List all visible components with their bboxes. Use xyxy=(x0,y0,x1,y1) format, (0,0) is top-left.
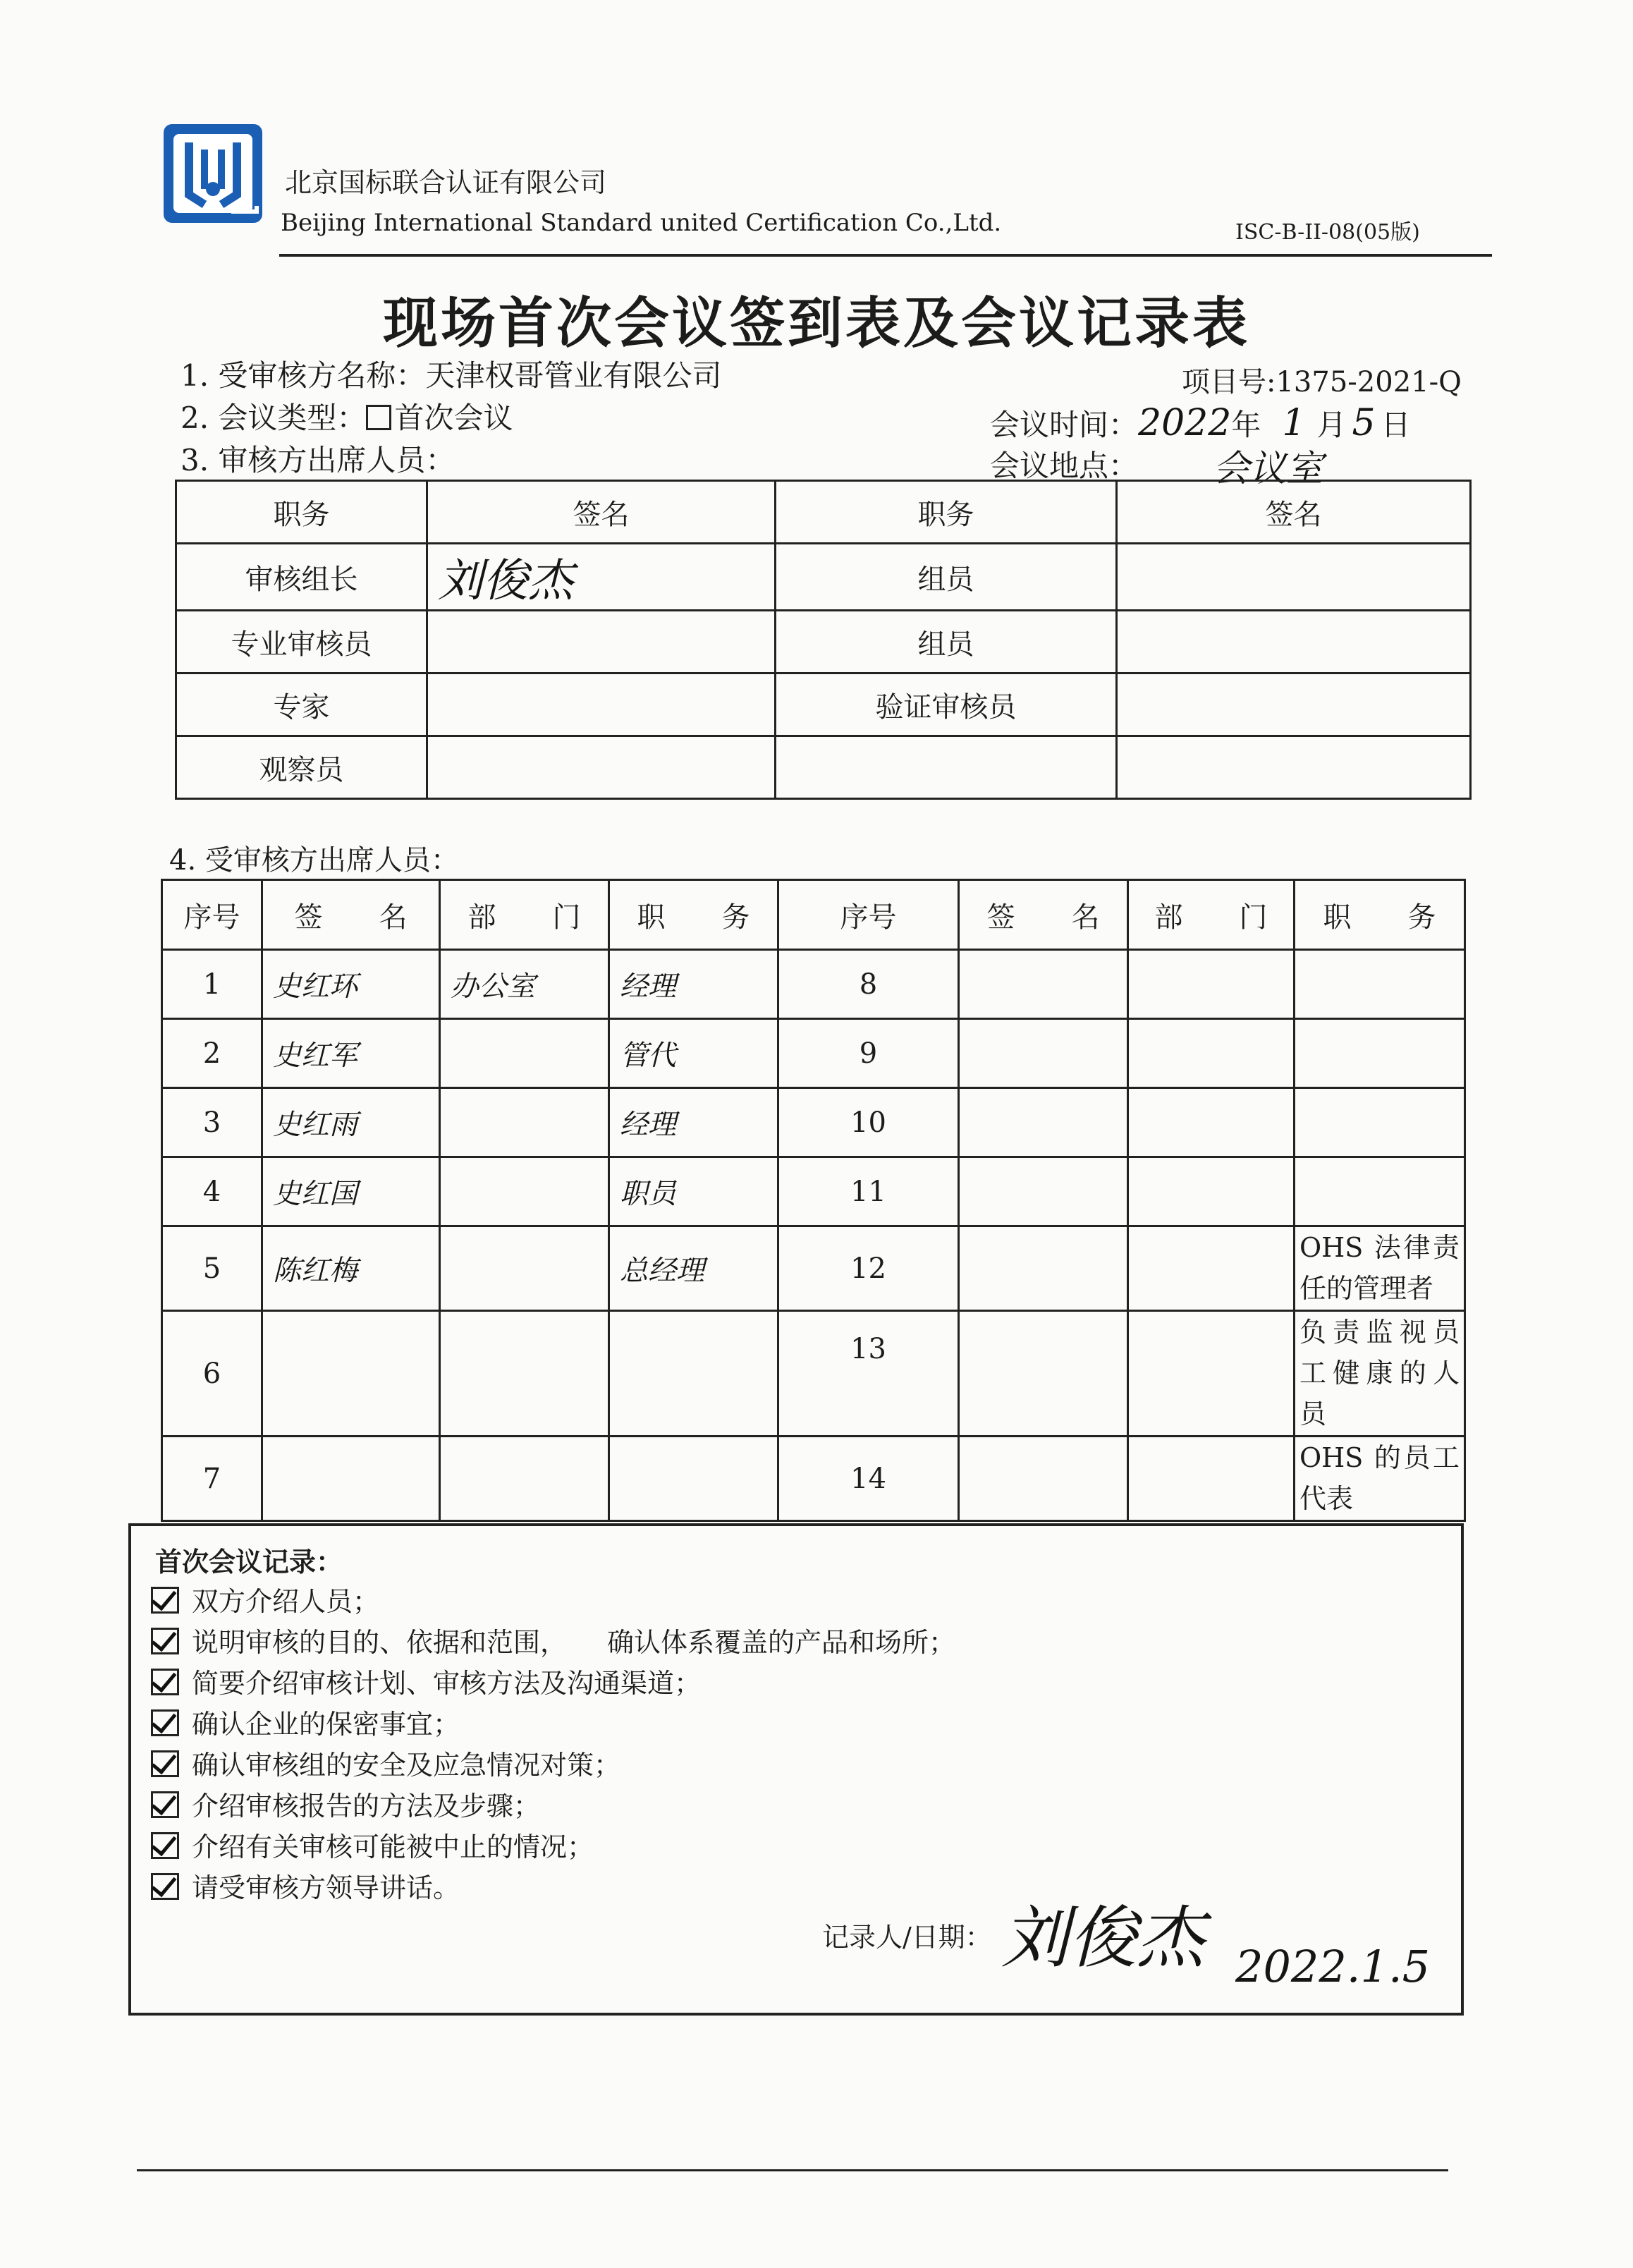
checked-box-icon xyxy=(151,1587,179,1614)
row-number: 3 xyxy=(162,1088,262,1157)
meeting-time-line xyxy=(990,402,1411,444)
signature-cell xyxy=(427,611,776,673)
position-cell xyxy=(1295,950,1465,1019)
table-row xyxy=(176,611,1471,673)
checked-box-icon xyxy=(151,1791,179,1818)
auditee-name-value: 天津权哥管业有限公司 xyxy=(425,358,722,393)
meeting-location-label: 会议地点： xyxy=(990,449,1139,483)
project-number-value: 1375-2021-Q xyxy=(1276,366,1462,398)
position-cell xyxy=(1295,1088,1465,1157)
isc-logo-icon xyxy=(161,121,265,226)
meeting-day-handwritten: 5 xyxy=(1352,402,1376,444)
position-cell: 职员 xyxy=(609,1157,778,1226)
checked-box-icon xyxy=(151,1709,179,1736)
checked-box-icon xyxy=(151,1669,179,1695)
meeting-location-line xyxy=(990,443,1138,485)
recorder-signature: 刘俊杰 xyxy=(1001,1898,1204,1977)
row-number: 6 xyxy=(162,1311,262,1437)
signature-cell: 史红军 xyxy=(262,1019,440,1088)
checked-box-icon xyxy=(151,1873,179,1900)
signature-cell xyxy=(427,673,776,736)
row-number: 9 xyxy=(778,1019,959,1088)
minutes-item-text: 介绍有关审核可能被中止的情况； xyxy=(192,1831,594,1862)
header-signature: 签名 xyxy=(1117,481,1471,544)
header-signature: 签 名 xyxy=(959,880,1128,950)
position-cell xyxy=(609,1311,778,1437)
signature-cell xyxy=(1117,673,1471,736)
department-cell xyxy=(1128,1311,1295,1437)
department-cell: 办公室 xyxy=(440,950,609,1019)
table-row xyxy=(162,1311,1465,1437)
company-name-en: Beijing International Standard united Certification Co.,Ltd. xyxy=(281,209,1002,237)
row-number: 10 xyxy=(778,1088,959,1157)
role-cell: 观察员 xyxy=(176,736,427,799)
meeting-month-handwritten: 1 xyxy=(1282,402,1306,444)
signature-cell xyxy=(1117,611,1471,673)
meeting-type-line xyxy=(181,395,513,437)
header-position: 职 务 xyxy=(1295,880,1465,950)
role-cell: 组员 xyxy=(776,544,1117,611)
position-cell: OHS 法律责任的管理者 xyxy=(1295,1226,1465,1311)
meeting-year-handwritten: 2022 xyxy=(1138,402,1232,444)
document-title: 现场首次会议签到表及会议记录表 xyxy=(382,291,1250,355)
meeting-type-value: 首次会议 xyxy=(394,401,513,435)
department-cell xyxy=(440,1019,609,1088)
meeting-time-label: 会议时间： xyxy=(990,408,1139,442)
signature-cell xyxy=(1117,544,1471,611)
department-cell xyxy=(440,1311,609,1437)
row-number: 4 xyxy=(162,1157,262,1226)
signature-cell: 史红环 xyxy=(262,950,440,1019)
minutes-item xyxy=(151,1866,460,1905)
table-row xyxy=(176,736,1471,799)
company-name-cn: 北京国标联合认证有限公司 xyxy=(285,167,607,198)
auditor-attendees-label: 3. 审核方出席人员： xyxy=(181,443,455,477)
auditor-attendance-table xyxy=(175,480,1472,800)
month-unit: 月 xyxy=(1316,408,1347,442)
checked-box-icon xyxy=(151,1628,179,1654)
signature-cell xyxy=(1117,736,1471,799)
role-cell: 组员 xyxy=(776,611,1117,673)
position-cell: 经理 xyxy=(609,1088,778,1157)
position-cell: OHS 的员工代表 xyxy=(1295,1437,1465,1521)
minutes-item-text: 双方介绍人员； xyxy=(192,1586,380,1617)
role-cell: 验证审核员 xyxy=(776,673,1117,736)
table-row xyxy=(162,1088,1465,1157)
signature-cell xyxy=(959,950,1128,1019)
row-number: 7 xyxy=(162,1437,262,1521)
auditee-attendees-label: 4. 受审核方出席人员： xyxy=(169,844,459,877)
position-cell: 管代 xyxy=(609,1019,778,1088)
row-number: 1 xyxy=(162,950,262,1019)
department-cell xyxy=(1128,1437,1295,1521)
role-cell: 专家 xyxy=(176,673,427,736)
header-position: 职 务 xyxy=(609,880,778,950)
meeting-type-checkbox xyxy=(366,405,391,430)
role-cell xyxy=(776,736,1117,799)
footer-divider xyxy=(137,2169,1448,2171)
minutes-item-text: 介绍审核报告的方法及步骤； xyxy=(192,1791,541,1822)
signature-cell: 史红雨 xyxy=(262,1088,440,1157)
minutes-item xyxy=(151,1743,620,1782)
project-number-label: 项目号: xyxy=(1182,366,1276,398)
role-cell: 专业审核员 xyxy=(176,611,427,673)
signature-cell xyxy=(262,1437,440,1521)
auditee-attendance-table xyxy=(161,879,1466,1522)
department-cell xyxy=(1128,1157,1295,1226)
signature-cell xyxy=(959,1088,1128,1157)
department-cell xyxy=(1128,1226,1295,1311)
checked-box-icon xyxy=(151,1832,179,1859)
position-cell: 总经理 xyxy=(609,1226,778,1311)
position-cell xyxy=(1295,1157,1465,1226)
department-cell xyxy=(440,1437,609,1521)
day-unit: 日 xyxy=(1381,408,1411,442)
header-signature: 签名 xyxy=(427,481,776,544)
header-role: 职务 xyxy=(776,481,1117,544)
signature-cell xyxy=(959,1437,1128,1521)
checked-box-icon xyxy=(151,1750,179,1777)
row-number: 11 xyxy=(778,1157,959,1226)
signature-cell xyxy=(959,1157,1128,1226)
department-cell xyxy=(440,1088,609,1157)
row-number: 8 xyxy=(778,950,959,1019)
department-cell xyxy=(440,1226,609,1311)
table-row xyxy=(162,1437,1465,1521)
signature-cell: 刘俊杰 xyxy=(427,544,776,611)
department-cell xyxy=(1128,950,1295,1019)
position-cell xyxy=(609,1437,778,1521)
minutes-item xyxy=(151,1662,701,1700)
minutes-item-text: 请受审核方领导讲话。 xyxy=(192,1872,460,1903)
table-row xyxy=(162,950,1465,1019)
header-department: 部 门 xyxy=(440,880,609,950)
recorder-date-handwritten: 2022.1.5 xyxy=(1235,1941,1431,1992)
header-department: 部 门 xyxy=(1128,880,1295,950)
minutes-item xyxy=(151,1825,594,1864)
position-cell: 负责监视员工健康的人员 xyxy=(1295,1311,1465,1437)
meeting-type-label: 2. 会议类型： xyxy=(181,401,367,435)
table-row xyxy=(162,1019,1465,1088)
minutes-item xyxy=(151,1621,955,1659)
row-number: 5 xyxy=(162,1226,262,1311)
signature-cell: 史红国 xyxy=(262,1157,440,1226)
department-cell xyxy=(1128,1019,1295,1088)
minutes-item-text: 说明审核的目的、依据和范围， 确认体系覆盖的产品和场所； xyxy=(192,1627,956,1658)
table-row xyxy=(162,1157,1465,1226)
table-row xyxy=(176,673,1471,736)
auditee-name-line xyxy=(181,353,721,395)
recorder-date-label: 记录人/日期： xyxy=(822,1922,992,1953)
signature-cell xyxy=(427,736,776,799)
auditor-table-header xyxy=(176,481,1471,544)
position-cell xyxy=(1295,1019,1465,1088)
role-cell: 审核组长 xyxy=(176,544,427,611)
project-number-line xyxy=(1182,360,1462,400)
year-unit: 年 xyxy=(1231,408,1261,442)
signature-cell xyxy=(959,1311,1128,1437)
header-number: 序号 xyxy=(162,880,262,950)
department-cell xyxy=(1128,1088,1295,1157)
signature-cell xyxy=(959,1019,1128,1088)
header-signature: 签 名 xyxy=(262,880,440,950)
minutes-item xyxy=(151,1580,379,1618)
department-cell xyxy=(440,1157,609,1226)
minutes-item-text: 确认审核组的安全及应急情况对策； xyxy=(192,1750,621,1781)
table-row xyxy=(162,1226,1465,1311)
signature-cell xyxy=(959,1226,1128,1311)
signature-cell xyxy=(262,1311,440,1437)
position-cell: 经理 xyxy=(609,950,778,1019)
auditee-name-label: 1. 受审核方名称： xyxy=(181,358,426,393)
signature-cell: 陈红梅 xyxy=(262,1226,440,1311)
minutes-item-text: 简要介绍审核计划、审核方法及沟通渠道； xyxy=(192,1668,702,1699)
header-role: 职务 xyxy=(176,481,427,544)
minutes-item-text: 确认企业的保密事宜； xyxy=(192,1709,460,1740)
header-number: 序号 xyxy=(778,880,959,950)
minutes-item xyxy=(151,1784,540,1823)
minutes-title: 首次会议记录： xyxy=(155,1546,343,1578)
header-divider xyxy=(279,254,1492,257)
row-number: 2 xyxy=(162,1019,262,1088)
form-code: ISC-B-II-08(05版) xyxy=(1235,220,1420,245)
meeting-location-handwritten: 会议室 xyxy=(1213,448,1323,490)
auditee-table-header xyxy=(162,880,1465,950)
row-number: 14 xyxy=(778,1437,959,1521)
row-number: 13 xyxy=(778,1311,959,1437)
row-number: 12 xyxy=(778,1226,959,1311)
minutes-item xyxy=(151,1702,460,1741)
table-row xyxy=(176,544,1471,611)
